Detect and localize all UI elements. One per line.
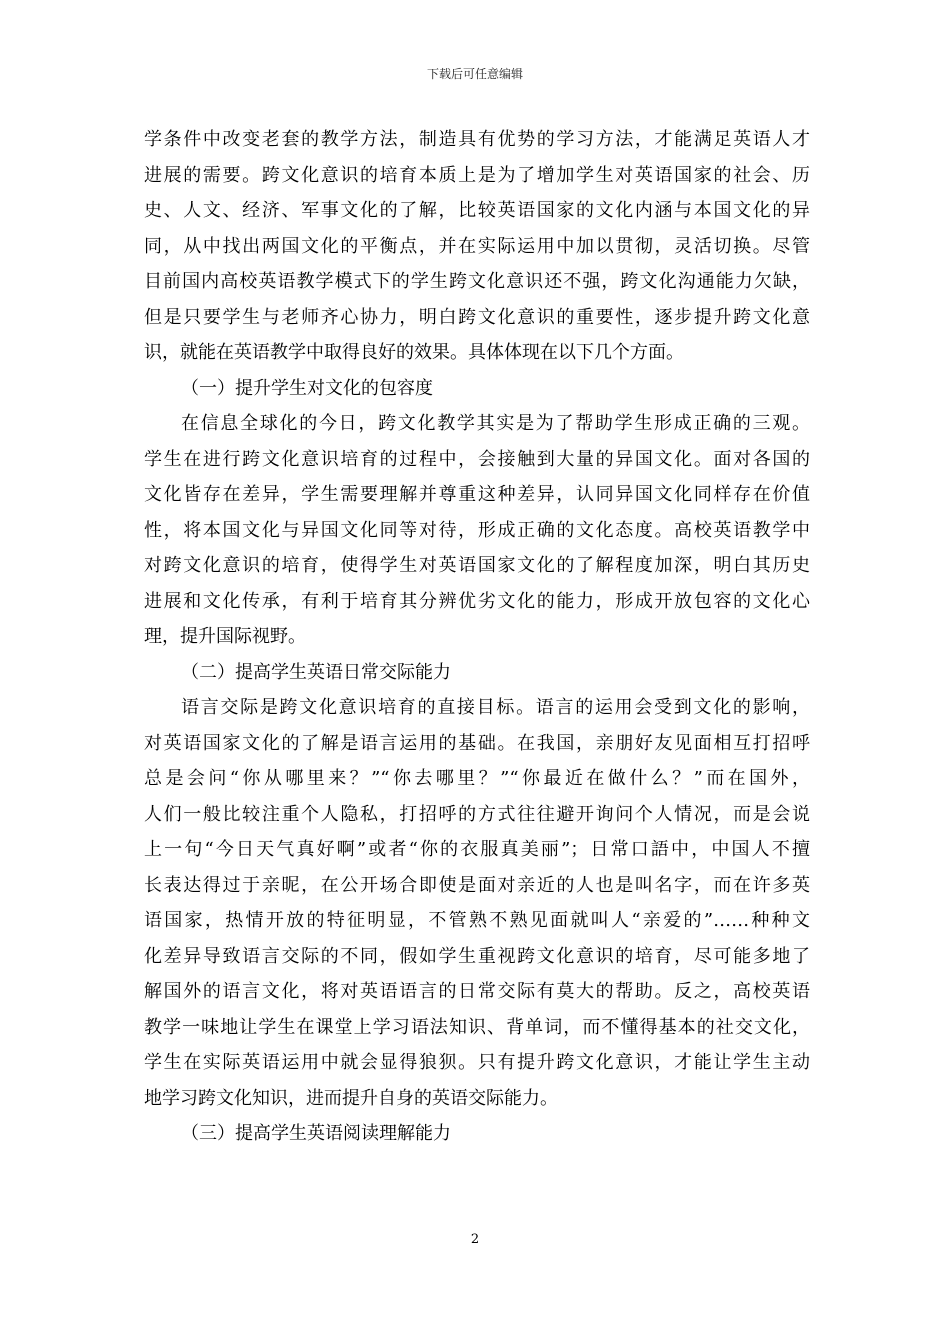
page-header: 下载后可任意编辑 bbox=[426, 67, 523, 81]
text-line: 教学一味地让学生在课堂上学习语法知识、背单词，而不懂得基本的社交文化， bbox=[144, 1016, 810, 1038]
text-line: 同，从中找出两国文化的平衡点，并在实际运用中加以贯彻，灵活切换。尽管 bbox=[144, 235, 810, 257]
text-line: 上一句“今日天气真好啊”或者“你的衣服真美丽”；日常口語中，中国人不擅 bbox=[144, 839, 810, 860]
text-line: 理，提升国际视野。 bbox=[144, 626, 306, 647]
text-line: 解国外的语言文化，将对英语语言的日常交际有莫大的帮助。反之，高校英语 bbox=[144, 981, 810, 1002]
text-line: 性，将本国文化与异国文化同等对待，形成正确的文化态度。高校英语教学中 bbox=[144, 519, 810, 541]
text-line: 但是只要学生与老师齐心协力，明白跨文化意识的重要性，逐步提升跨文化意 bbox=[144, 306, 810, 328]
text-line: 人们一般比较注重个人隐私，打招呼的方式往往避开询问个人情况，而是会说 bbox=[144, 803, 810, 825]
text-line: 总是会问“你从哪里来？”“你去哪里？”“你最近在做什么？”而在国外， bbox=[144, 768, 810, 789]
text-line: 语国家，热情开放的特征明显，不管熟不熟见面就叫人“亲爱的”……种种文 bbox=[144, 910, 810, 931]
text-line: 在信息全球化的今日，跨文化教学其实是为了帮助学生形成正确的三观。 bbox=[181, 413, 810, 434]
text-line: 化差异导致语言交际的不同，假如学生重视跨文化意识的培育，尽可能多地了 bbox=[144, 945, 810, 967]
text-line: 对跨文化意识的培育，使得学生对英语国家文化的了解程度加深，明白其历史 bbox=[144, 555, 810, 576]
text-line: 地学习跨文化知识，进而提升自身的英语交际能力。 bbox=[144, 1087, 558, 1109]
text-line: 学生在进行跨文化意识培育的过程中，会接触到大量的异国文化。面对各国的 bbox=[144, 448, 810, 470]
text-line: 对英语国家文化的了解是语言运用的基础。在我国，亲朋好友见面相互打招呼 bbox=[144, 732, 810, 754]
document-body bbox=[144, 122, 810, 1152]
text-line: 语言交际是跨文化意识培育的直接目标。语言的运用会受到文化的影响， bbox=[181, 697, 810, 718]
text-line: 学生在实际英语运用中就会显得狼狈。只有提升跨文化意识，才能让学生主动 bbox=[144, 1052, 810, 1073]
text-line: 进展和文化传承，有利于培育其分辨优劣文化的能力，形成开放包容的文化心 bbox=[144, 590, 810, 612]
page-number: 2 bbox=[470, 1232, 480, 1247]
text-line: （三）提高学生英语阅读理解能力 bbox=[181, 1123, 451, 1144]
text-line: 学条件中改变老套的教学方法，制造具有优势的学习方法，才能满足英语人才 bbox=[144, 129, 810, 150]
text-line: 长表达得过于亲昵，在公开场合即使是面对亲近的人也是叫名字，而在许多英 bbox=[144, 874, 810, 896]
text-line: 识，就能在英语教学中取得良好的效果。具体体现在以下几个方面。 bbox=[144, 342, 684, 363]
text-line: （二）提高学生英语日常交际能力 bbox=[181, 661, 451, 683]
text-line: 史、人文、经济、军事文化的了解，比较英语国家的文化内涵与本国文化的异 bbox=[144, 200, 810, 221]
text-line: 进展的需要。跨文化意识的培育本质上是为了增加学生对英语国家的社会、历 bbox=[144, 164, 810, 186]
text-line: 目前国内高校英语教学模式下的学生跨文化意识还不强，跨文化沟通能力欠缺， bbox=[144, 271, 810, 292]
text-line: 文化皆存在差异，学生需要理解并尊重这种差异，认同异国文化同样存在价值 bbox=[144, 484, 810, 505]
text-line: （一）提升学生对文化的包容度 bbox=[181, 377, 433, 399]
